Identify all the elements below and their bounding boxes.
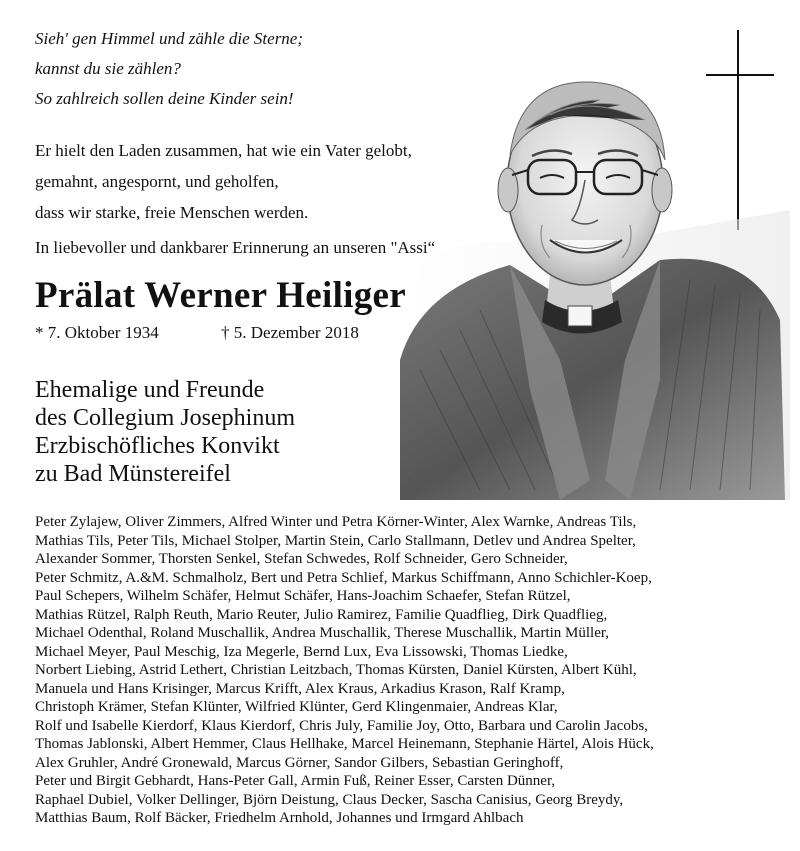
- names-line: Mathias Tils, Peter Tils, Michael Stolper, Martin Stein, Carlo Stallmann, Detlev und Andrea Spelter,: [35, 532, 636, 549]
- group-line: des Collegium Josephinum: [35, 405, 295, 431]
- mourner-group: [35, 376, 295, 488]
- names-line: Alex Gruhler, André Gronewald, Marcus Görner, Sandor Gilbers, Sebastian Geringhoff,: [35, 754, 564, 771]
- tribute: [35, 135, 412, 228]
- birth-date: * 7. Oktober 1934: [35, 323, 159, 342]
- names-line: Rolf und Isabelle Kierdorf, Klaus Kierdorf, Chris July, Familie Joy, Otto, Barbara und Carolin Jacobs,: [35, 717, 648, 734]
- portrait-sketch: [360, 60, 790, 500]
- names-line: Michael Odenthal, Roland Muschallik, Andrea Muschallik, Therese Muschallik, Martin Müller,: [35, 625, 609, 641]
- names-line: Manuela und Hans Krisinger, Marcus Krifft, Alex Kraus, Arkadius Krason, Ralf Kramp,: [35, 680, 565, 697]
- poem-line: kannst du sie zählen?: [35, 59, 181, 78]
- names-list: [35, 513, 780, 828]
- group-line: Erzbischöfliches Konvikt: [35, 433, 280, 459]
- names-line: Peter Zylajew, Oliver Zimmers, Alfred Winter und Petra Körner-Winter, Alex Warnke, Andreas Tils,: [35, 514, 637, 530]
- group-line: zu Bad Münstereifel: [35, 461, 231, 487]
- names-line: Alexander Sommer, Thorsten Senkel, Stefan Schwedes, Rolf Schneider, Gero Schneider,: [35, 551, 568, 567]
- death-date: † 5. Dezember 2018: [221, 323, 359, 342]
- poem-line: So zahlreich sollen deine Kinder sein!: [35, 89, 294, 108]
- memory-line: In liebevoller und dankbarer Erinnerung an unseren "Assi“: [35, 238, 436, 257]
- names-line: Mathias Rützel, Ralph Reuth, Mario Reuter, Julio Ramirez, Familie Quadflieg, Dirk Quadflieg,: [35, 606, 608, 623]
- life-dates: [35, 322, 359, 344]
- tribute-line: Er hielt den Laden zusammen, hat wie ein Vater gelobt,: [35, 141, 412, 160]
- tribute-line: dass wir starke, freie Menschen werden.: [35, 203, 309, 222]
- names-line: Raphael Dubiel, Volker Dellinger, Björn Deistung, Claus Decker, Sascha Canisius, Georg Breydy,: [35, 791, 624, 808]
- deceased-name: Prälat Werner Heiliger: [35, 275, 406, 316]
- names-line: Christoph Krämer, Stefan Klünter, Wilfried Klünter, Gerd Klingenmaier, Andreas Klar,: [35, 699, 558, 715]
- names-line: Peter Schmitz, A.&M. Schmalholz, Bert und Petra Schlief, Markus Schiffmann, Anno Schichler-Koep,: [35, 569, 652, 586]
- names-line: Thomas Jablonski, Albert Hemmer, Claus Hellhake, Marcel Heinemann, Stephanie Härtel, Alois Hück,: [35, 736, 654, 752]
- poem: [35, 24, 303, 114]
- group-line: Ehemalige und Freunde: [35, 377, 265, 403]
- tribute-line: gemahnt, angespornt, und geholfen,: [35, 172, 279, 191]
- names-line: Paul Schepers, Wilhelm Schäfer, Helmut Schäfer, Hans-Joachim Schaefer, Stefan Rützel,: [35, 588, 571, 604]
- poem-line: Sieh' gen Himmel und zähle die Sterne;: [35, 29, 304, 48]
- names-line: Matthias Baum, Rolf Bäcker, Friedhelm Arnhold, Johannes und Irmgard Ahlbach: [35, 810, 524, 826]
- names-line: Michael Meyer, Paul Meschig, Iza Megerle, Bernd Lux, Eva Lissowski, Thomas Liedke,: [35, 643, 568, 660]
- names-line: Norbert Liebing, Astrid Lethert, Christian Leitzbach, Thomas Kürsten, Daniel Kürsten, Albert Kühl,: [35, 662, 637, 678]
- names-line: Peter und Birgit Gebhardt, Hans-Peter Gall, Armin Fuß, Reiner Esser, Carsten Dünner,: [35, 773, 556, 789]
